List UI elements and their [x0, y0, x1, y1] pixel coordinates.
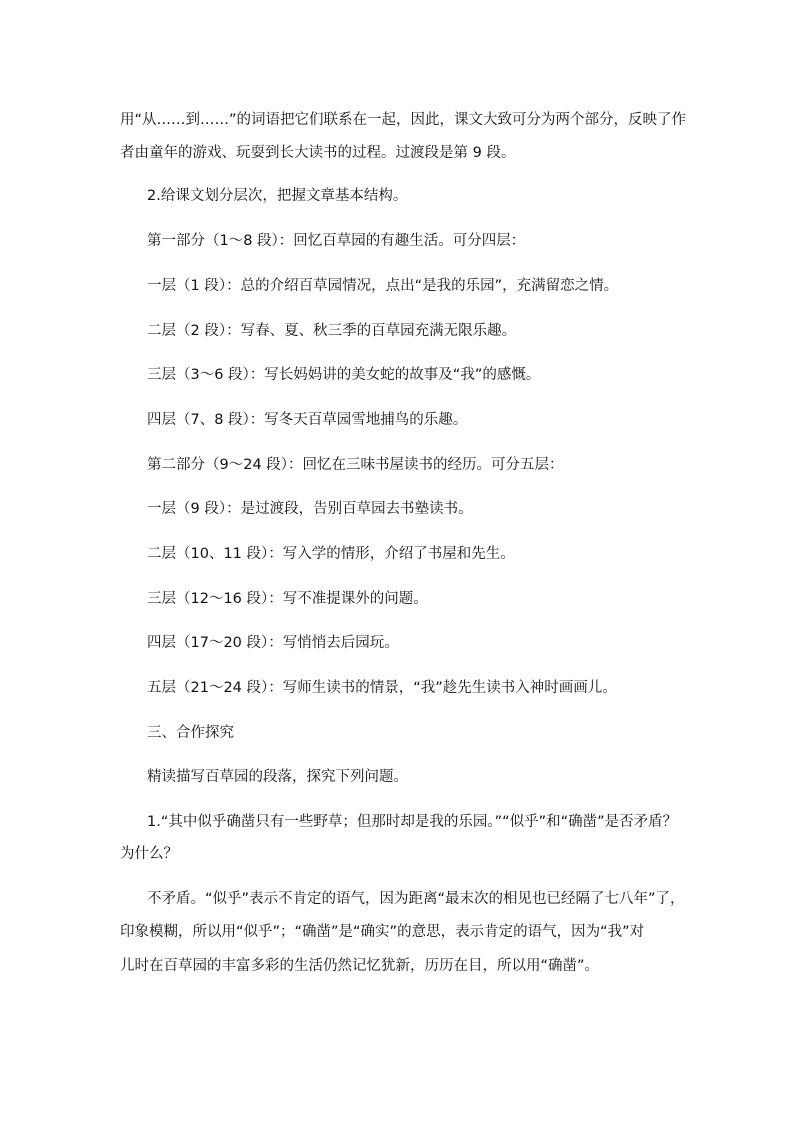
paragraph-line-1: 用“从……到……”的词语把它们联系在一起，因此，课文大致可分为两个部分，反映了作: [120, 112, 687, 128]
part-two-layer-5: 五层（21～24 段）：写师生读书的情景，“我”趁先生读书入神时画画儿。: [147, 680, 617, 696]
inquiry-instruction: 精读描写百草园的段落，探究下列问题。: [147, 769, 408, 785]
part-two-summary: 第二部分（9～24 段）：回忆在三味书屋读书的经历。可分五层：: [147, 457, 564, 473]
part-two-layer-3: 三层（12～16 段）：写不准提课外的问题。: [147, 591, 428, 607]
part-one-layer-1: 一层（1 段）：总的介绍百草园情况，点出“是我的乐园”，充满留恋之情。: [147, 278, 619, 294]
answer-line-2: 印象模糊，所以用“似乎”；“确凿”是“确实”的意思，表示肯定的语气，因为“我”对: [120, 924, 645, 940]
question-1-line-1: 1.“其中似乎确凿只有一些野草；但那时却是我的乐园。”“似乎”和“确凿”是否矛盾？: [147, 814, 678, 830]
part-two-layer-1: 一层（9 段）：是过渡段，告别百草园去书塾读书。: [147, 501, 473, 517]
answer-line-1: 不矛盾。“似乎”表示不肯定的语气，因为距离“最末次的相见也已经隔了七八年”了，: [147, 891, 685, 907]
part-one-layer-2: 二层（2 段）：写春、夏、秋三季的百草园充满无限乐趣。: [147, 323, 517, 339]
section-intro-heading: 2.给课文划分层次，把握文章基本结构。: [147, 188, 408, 204]
part-two-layer-2: 二层（10、11 段）：写入学的情形，介绍了书屋和先生。: [147, 546, 515, 562]
paragraph-line-2: 者由童年的游戏、玩耍到长大读书的过程。过渡段是第 9 段。: [120, 145, 516, 161]
answer-line-3: 儿时在百草园的丰富多彩的生活仍然记忆犹新，历历在目，所以用“确凿”。: [120, 958, 600, 974]
part-one-summary: 第一部分（1～8 段）：回忆百草园的有趣生活。可分四层：: [147, 233, 526, 249]
part-two-layer-4: 四层（17～20 段）：写悄悄去后园玩。: [147, 635, 399, 651]
section-heading-cooperative-inquiry: 三、合作探究: [147, 725, 234, 741]
part-one-layer-3: 三层（3～6 段）：写长妈妈讲的美女蛇的故事及“我”的感慨。: [147, 367, 541, 383]
part-one-layer-4: 四层（7、8 段）：写冬天百草园雪地捕鸟的乐趣。: [147, 412, 468, 428]
question-1-line-2: 为什么？: [120, 846, 178, 862]
